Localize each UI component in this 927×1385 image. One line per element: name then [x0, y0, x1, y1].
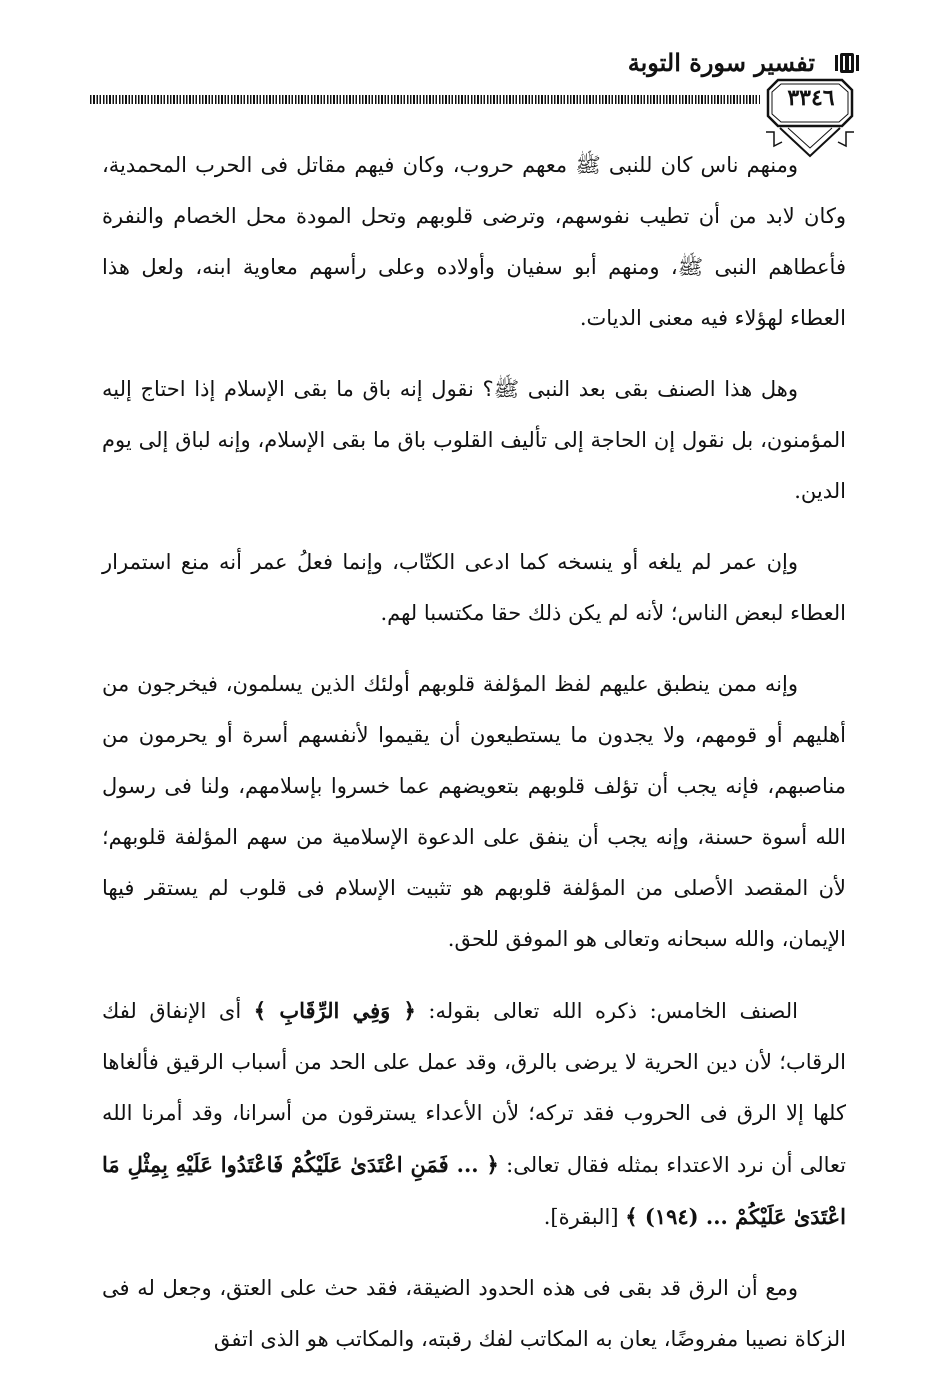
- running-header-title: تفسير سورة التوبة: [627, 48, 815, 77]
- page-number: ٣٣٤٦: [787, 85, 835, 111]
- paragraph: وإن عمر لم يلغه أو ينسخه كما ادعى الكتّاب، وإنما فعلُ عمر أنه منع استمرار العطاء لبعض الناس؛ لأنه لم يكن ذلك حقا مكتسبا لهم.: [102, 550, 846, 625]
- page-header: [90, 40, 860, 130]
- paragraph: وإنه ممن ينطبق عليهم لفظ المؤلفة قلوبهم أولئك الذين يسلمون، فيخرجون من أهليهم أو قومهم، ولا يجدون ما يستطيعون أن يقيموا لأنفسهم أسرة أو يحرمون من مناصبهم، فإنه يجب أن تؤلف قلوبهم بتعويضهم عما خسروا بإسلامهم، ولنا فى رسول الله أسوة حسنة، وإنه يجب أن ينفق على الدعوة الإسلامية من سهم المؤلفة قلوبهم؛ لأن المقصد الأصلى من المؤلفة قلوبهم هو تثبيت الإسلام فى قلوب لم يستقر فيها الإيمان، والله سبحانه وتعالى هو الموفق للحق.: [102, 672, 846, 951]
- paragraph-fifth-category: [102, 985, 846, 1243]
- quran-verse: ﴿ ... فَمَنِ اعْتَدَىٰ عَلَيْكُمْ فَاعْتَدُوا عَلَيْهِ بِمِثْلِ مَا اعْتَدَىٰ عَلَيْكُمْ ... (١٩٤) ﴾: [102, 1152, 846, 1229]
- verse-citation: [البقرة].: [543, 1205, 626, 1229]
- paragraph: ومنهم ناس كان للنبى ﷺ معهم حروب، وكان فيهم مقاتل فى الحرب المحمدية، وكان لابد من أن تطيب نفوسهم، وترضى قلوبهم وتحل المودة محل الخصام والنفرة فأعطاهم النبى ﷺ، ومنهم أبو سفيان وأولاده وعلى رأسهم معاوية ابنه، ولعل هذا العطاء لهؤلاء فيه معنى الديات.: [102, 153, 846, 330]
- paragraph: وهل هذا الصنف بقى بعد النبى ﷺ؟ نقول إنه باق ما بقى الإسلام إذا احتاج إليه المؤمنون، بل نقول إن الحاجة إلى تأليف القلوب باق ما بقى الإسلام، وإنه لباق إلى يوم الدين.: [102, 377, 846, 503]
- page-body: [102, 140, 846, 1385]
- header-rule: [90, 95, 760, 104]
- quran-verse: ﴿ وَفِي الرِّقَابِ ﴾: [253, 998, 416, 1023]
- paragraph-text: الصنف الخامس: ذكره الله تعالى بقوله:: [415, 999, 798, 1023]
- paragraph: ومع أن الرق قد بقى فى هذه الحدود الضيقة، فقد حث على العتق، وجعل له فى الزكاة نصيبا مفروضًا، يعان به المكاتب لفك رقبته، والمكاتب هو الذى اتفق: [102, 1276, 846, 1351]
- paragraph-text: أى الإنفاق لفك الرقاب؛ لأن دين الحرية لا يرضى بالرق، وقد عمل على الحد من أسباب الرقيق فألغاها كلها إلا الرق فى الحروب فقد تركه؛ لأن الأعداء يسترقون من أسرانا، وقد أمرنا الله تعالى أن نرد الاعتداء بمثله فقال تعالى:: [102, 999, 846, 1177]
